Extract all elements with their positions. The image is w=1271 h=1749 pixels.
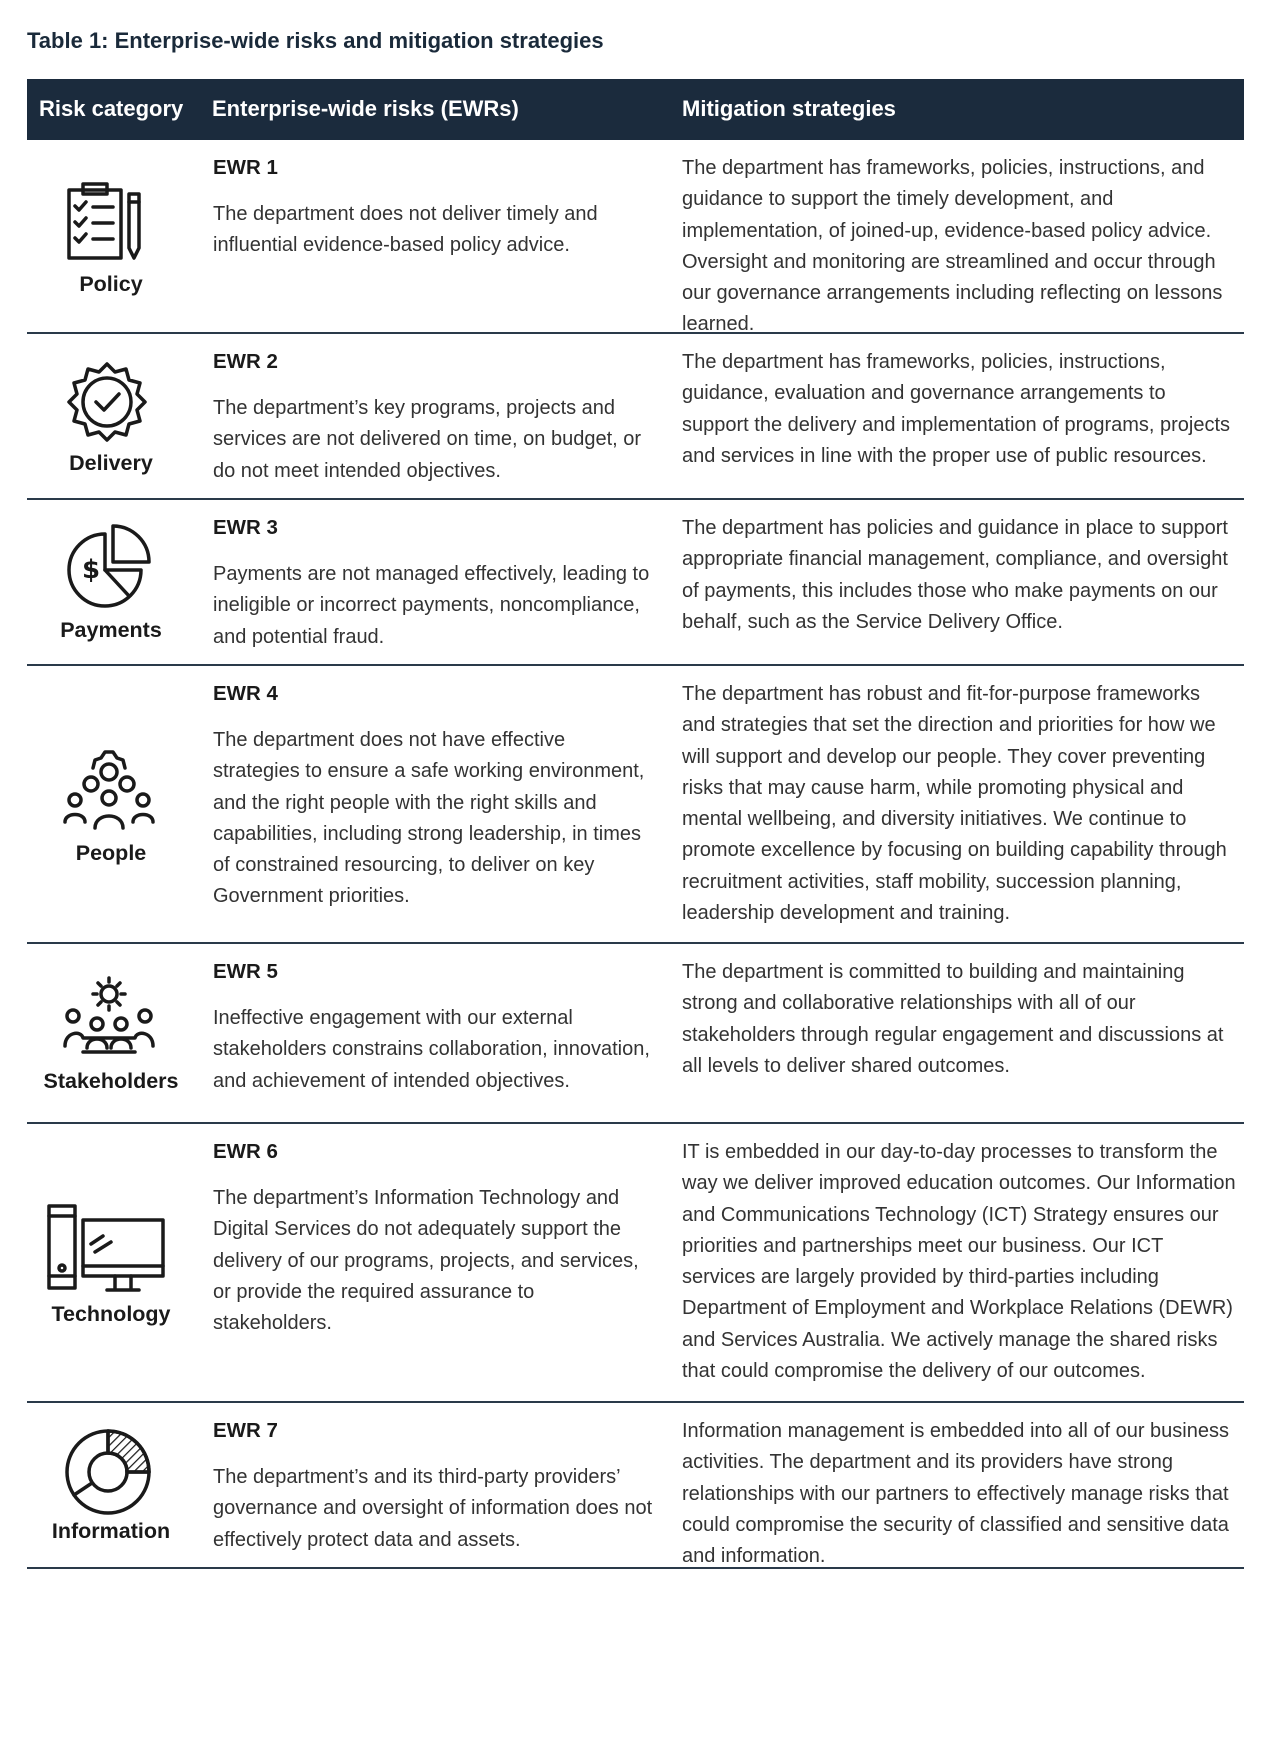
delivery-badge-check-icon — [61, 358, 153, 450]
ewr-id: EWR 6 — [213, 1140, 278, 1163]
information-donut-icon — [61, 1425, 155, 1519]
policy-checklist-icon — [61, 176, 145, 264]
header-mitigation-strategies: Mitigation strategies — [682, 96, 896, 121]
payments-pie-dollar-icon — [61, 520, 157, 612]
risk-category-label: Information — [51, 1519, 171, 1543]
table-row — [27, 944, 1244, 1124]
risk-category-label: Payments — [60, 618, 162, 642]
mitigation-text: The department has frameworks, policies, instructions, and guidance to support the timely development, and implementation, of joined-up, evidence-based policy advice. Oversight and monitoring are streamlined and occur through our governance arrangements including reflecting on lessons learned. — [682, 157, 1223, 336]
ewr-description: The department does not have effective strategies to ensure a safe working environment, and the right people with the right skills and capabilities, including strong leadership, in times of constrained resourcing, to deliver on key Government priorities. — [213, 729, 645, 908]
table-row — [27, 666, 1244, 944]
table-caption: Table 1: Enterprise-wide risks and mitigation strategies — [27, 28, 604, 53]
ewr-description: The department’s key programs, projects and services are not delivered on time, on budget, or do not meet intended objectives. — [213, 397, 642, 482]
ewr-id: EWR 3 — [213, 516, 278, 539]
mitigation-text: The department has frameworks, policies, instructions, guidance, evaluation and governance arrangements to support the delivery and implementation of programs, projects and services in line with the proper use of public resources. — [682, 351, 1231, 467]
risk-category-cell — [27, 500, 195, 664]
ewr-description: Payments are not managed effectively, leading to ineligible or incorrect payments, noncompliance, and potential fraud. — [213, 563, 650, 648]
mitigation-text: Information management is embedded into all of our business activities. The department and its providers have strong relationships with our partners to effectively manage risks that could compromise the security of classified and sensitive data and information. — [682, 1420, 1229, 1568]
risk-category-label: People — [75, 841, 147, 865]
risk-category-label: Policy — [79, 272, 143, 296]
risk-category-cell — [27, 1124, 195, 1401]
risk-category-cell — [27, 944, 195, 1122]
table-row — [27, 1403, 1244, 1569]
ewr-description: The department’s Information Technology and Digital Services do not adequately support the delivery of our programs, projects, and services, or provide the required assurance to stakeholders. — [213, 1187, 639, 1335]
risk-table — [27, 79, 1244, 1569]
ewr-description: The department does not deliver timely and influential evidence-based policy advice. — [213, 203, 598, 257]
table-header — [27, 79, 1244, 140]
table-row — [27, 334, 1244, 500]
risk-category-cell — [27, 334, 195, 498]
table-row — [27, 1124, 1244, 1403]
risk-category-label: Delivery — [69, 451, 153, 475]
ewr-description: Ineffective engagement with our external stakeholders constrains collaboration, innovation, and achievement of intended objectives. — [213, 1007, 650, 1092]
risk-category-cell — [27, 140, 195, 332]
ewr-id: EWR 4 — [213, 682, 278, 705]
stakeholders-meeting-icon — [61, 972, 157, 1068]
people-gear-group-icon — [61, 742, 157, 834]
svg-text:$: $ — [81, 555, 101, 585]
table-row — [27, 500, 1244, 666]
mitigation-text: The department has policies and guidance in place to support appropriate financial management, compliance, and oversight of payments, this includes those who make payments on our behalf, such as the Service Delivery Office. — [682, 517, 1228, 633]
risk-category-label: Stakeholders — [43, 1069, 179, 1093]
ewr-id: EWR 5 — [213, 960, 278, 983]
mitigation-text: The department has robust and fit-for-purpose frameworks and strategies that set the direction and priorities for how we will support and develop our people. They cover preventing risks that may cause harm, while promoting physical and mental wellbeing, and diversity initiatives. We continue to promote excellence by focusing on building capability through recruitment activities, staff mobility, succession planning, leadership development and training. — [682, 683, 1227, 925]
technology-devices-icon — [45, 1200, 169, 1296]
risk-category-cell — [27, 1403, 195, 1567]
ewr-id: EWR 1 — [213, 156, 278, 179]
risk-category-cell — [27, 666, 195, 942]
risk-category-label: Technology — [51, 1302, 171, 1326]
table-row — [27, 140, 1244, 334]
ewr-id: EWR 2 — [213, 350, 278, 373]
ewr-description: The department’s and its third-party providers’ governance and oversight of information does not effectively protect data and assets. — [213, 1466, 653, 1551]
header-enterprise-risks: Enterprise-wide risks (EWRs) — [212, 96, 519, 121]
header-risk-category: Risk category — [39, 96, 184, 121]
mitigation-text: IT is embedded in our day-to-day processes to transform the way we deliver improved education outcomes. Our Information and Communications Technology (ICT) Strategy ensures our priorities and partnerships meet our business. Our ICT services are largely provided by third-parties including Department of Employment and Workplace Relations (DEWR) and Services Australia. We actively manage the shared risks that could compromise the delivery of our outcomes. — [682, 1141, 1236, 1383]
ewr-id: EWR 7 — [213, 1419, 278, 1442]
mitigation-text: The department is committed to building and maintaining strong and collaborative relationships with all of our stakeholders through regular engagement and discussions at all levels to deliver shared outcomes. — [682, 961, 1224, 1077]
